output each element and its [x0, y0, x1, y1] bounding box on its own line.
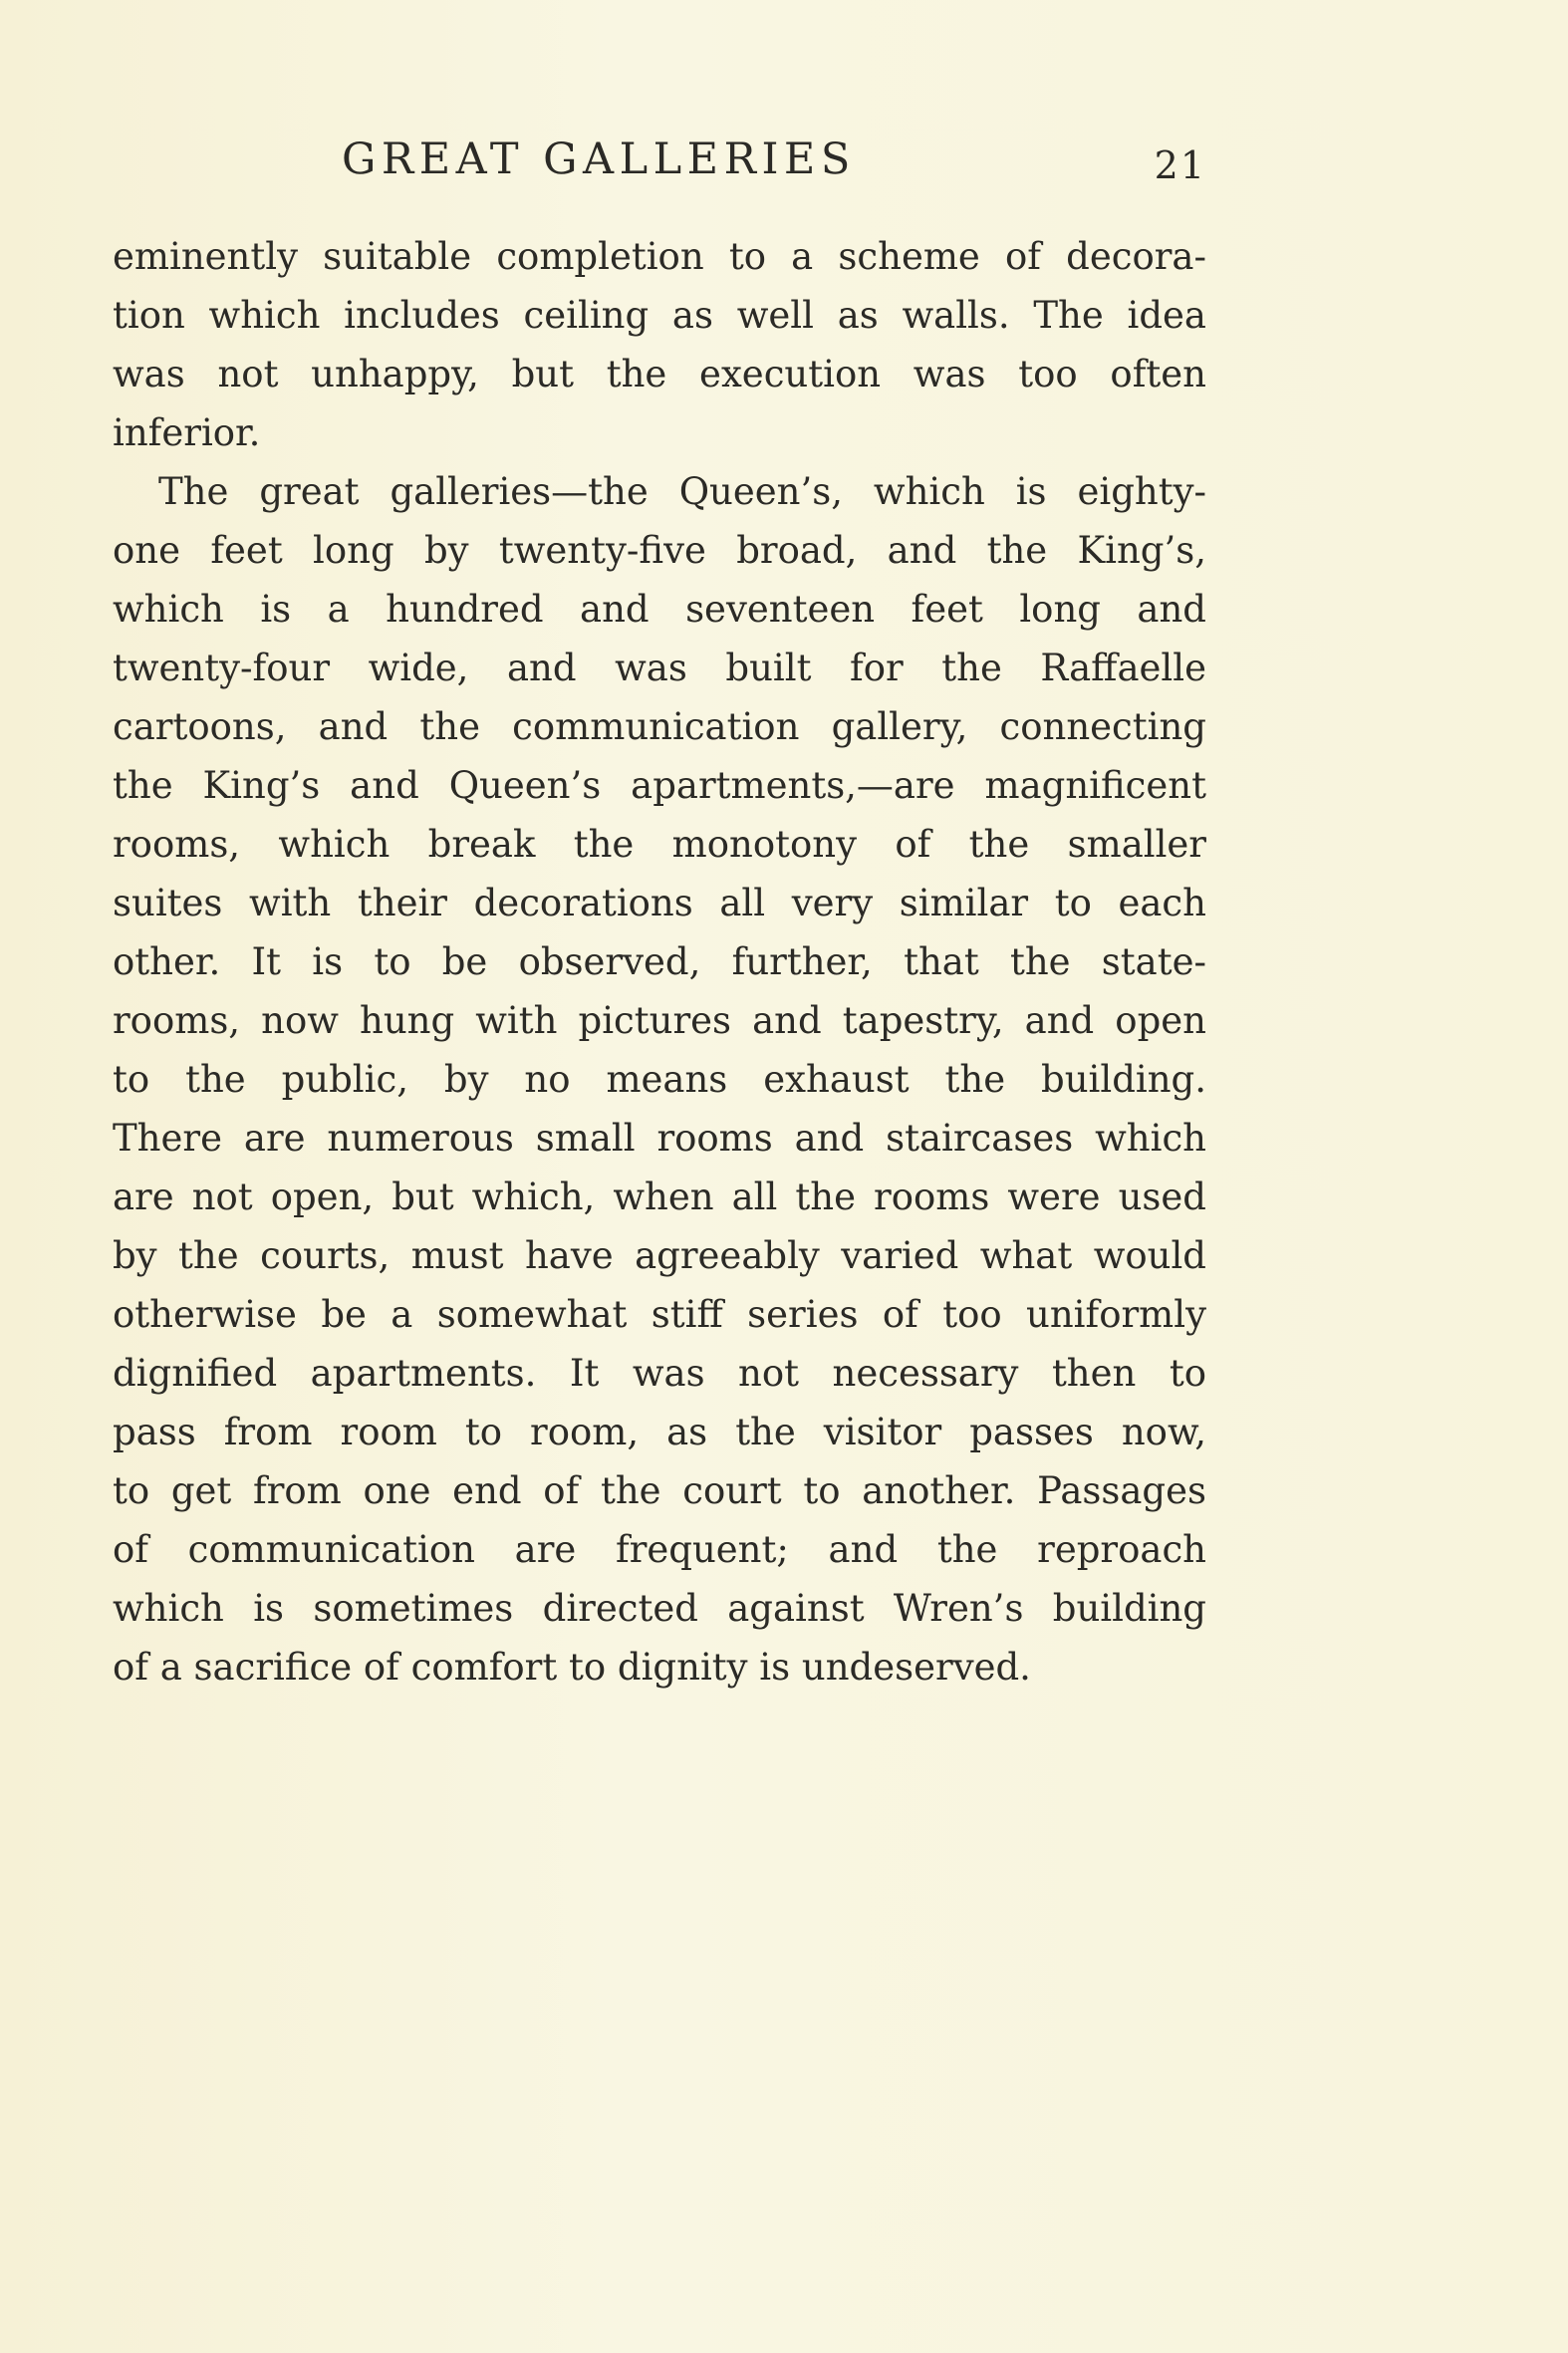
text-line: to get from one end of the court to another. Passages — [113, 1469, 1206, 1512]
text-line: tion which includes ceiling as well as walls. The idea — [113, 294, 1206, 337]
text-line: the King’s and Queen’s apartments,—are magnificent — [113, 764, 1206, 807]
text-line: twenty-four wide, and was built for the Raffaelle — [113, 647, 1206, 689]
text-line: was not unhappy, but the execution was too often — [113, 353, 1206, 395]
running-head — [113, 130, 1206, 189]
text-line: other. It is to be observed, further, that the state- — [113, 940, 1206, 983]
text-line: of a sacrifice of comfort to dignity is undeserved. — [113, 1646, 1031, 1689]
text-line: which is a hundred and seventeen feet long and — [113, 588, 1206, 631]
body-text — [113, 227, 1206, 1697]
text-line: dignified apartments. It was not necessary then to — [113, 1352, 1206, 1395]
running-title: GREAT GALLERIES — [342, 134, 856, 184]
text-line: eminently suitable completion to a scheme of decora- — [113, 235, 1206, 278]
text-line: inferior. — [113, 411, 261, 454]
text-line: There are numerous small rooms and staircases which — [113, 1117, 1206, 1160]
text-line: one feet long by twenty-five broad, and the King’s, — [113, 529, 1206, 572]
text-line: pass from room to room, as the visitor passes now, — [113, 1411, 1206, 1453]
page-number: 21 — [1154, 143, 1206, 187]
text-line: rooms, now hung with pictures and tapestry, and open — [113, 999, 1206, 1042]
text-line: otherwise be a somewhat stiff series of too uniformly — [113, 1293, 1206, 1336]
text-line: rooms, which break the monotony of the smaller — [113, 823, 1206, 866]
text-line: which is sometimes directed against Wren’s building — [113, 1587, 1206, 1630]
text-line: to the public, by no means exhaust the building. — [113, 1058, 1206, 1101]
text-line: cartoons, and the communication gallery, connecting — [113, 705, 1206, 748]
text-line: suites with their decorations all very similar to each — [113, 882, 1206, 924]
text-line: The great galleries—the Queen’s, which is eighty- — [158, 470, 1206, 513]
text-line: of communication are frequent; and the reproach — [113, 1528, 1206, 1571]
text-line: by the courts, must have agreeably varied what would — [113, 1234, 1206, 1277]
paragraph-1 — [113, 227, 1206, 462]
paragraph-2 — [113, 462, 1206, 1697]
text-line: are not open, but which, when all the rooms were used — [113, 1176, 1206, 1218]
